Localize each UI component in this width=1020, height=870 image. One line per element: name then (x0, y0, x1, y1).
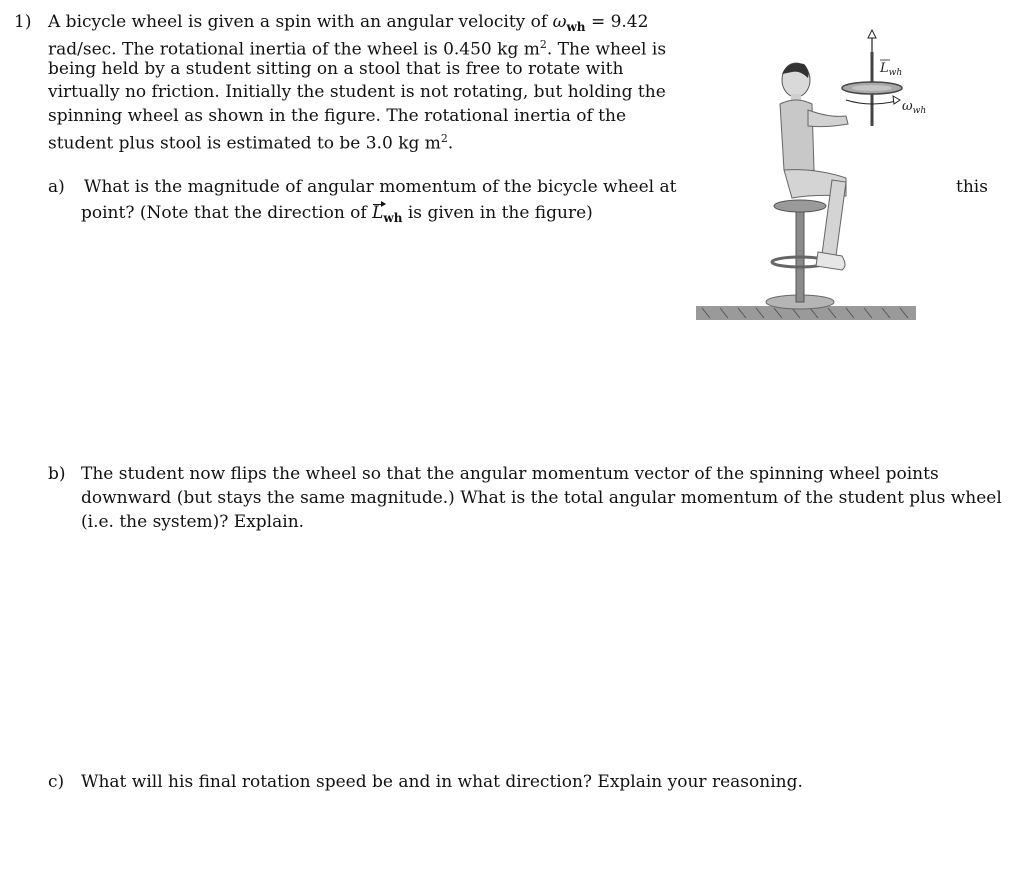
problem-line-5: spinning wheel as shown in the figure. The rotational inertia of the (48, 106, 627, 126)
part-c-text: What will his final rotation speed be and in what direction? Explain your reasoning. (81, 772, 803, 792)
problem-number: 1) (14, 12, 32, 32)
problem-line-1: A bicycle wheel is given a spin with an angular velocity of $\omega_{wh} = 9.42$ (48, 12, 649, 34)
part-b-line-3: (i.e. the system)? Explain. (81, 512, 305, 532)
problem-line-3: being held by a student sitting on a stool that is free to rotate with (48, 59, 624, 79)
part-b-line-1: The student now flips the wheel so that the angular momentum vector of the spinning wheel points (81, 464, 939, 484)
part-a-line-1: What is the magnitude of angular momentum of the bicycle wheel at (84, 177, 677, 197)
part-a-line-2: point? (Note that the direction of $L_{wh}$ is given in the figure) (81, 203, 593, 225)
problem-line-6: student plus stool is estimated to be 3.0 kg $m^2$. (48, 132, 454, 154)
student-stool-wheel-figure (696, 30, 927, 330)
part-a-trailing-word: this (956, 177, 988, 197)
part-b-label: b) (48, 464, 66, 484)
L-wh-label: $L_{wh}$ (880, 61, 903, 78)
problem-line-4: virtually no friction. Initially the student is not rotating, but holding the (48, 82, 666, 102)
part-a-label: a) (48, 177, 65, 197)
part-c-label: c) (48, 772, 65, 792)
student (780, 63, 848, 270)
part-b-line-2: downward (but stays the same magnitude.) What is the total angular momentum of the student plus wheel (81, 488, 1002, 508)
bicycle-wheel (842, 52, 902, 126)
omega-wh-label: $\omega_{wh}$ (902, 99, 927, 116)
angular-momentum-arrow (868, 30, 876, 52)
problem-line-2: rad/sec. The rotational inertia of the wheel is 0.450 kg $m^2$. The wheel is (48, 38, 667, 60)
